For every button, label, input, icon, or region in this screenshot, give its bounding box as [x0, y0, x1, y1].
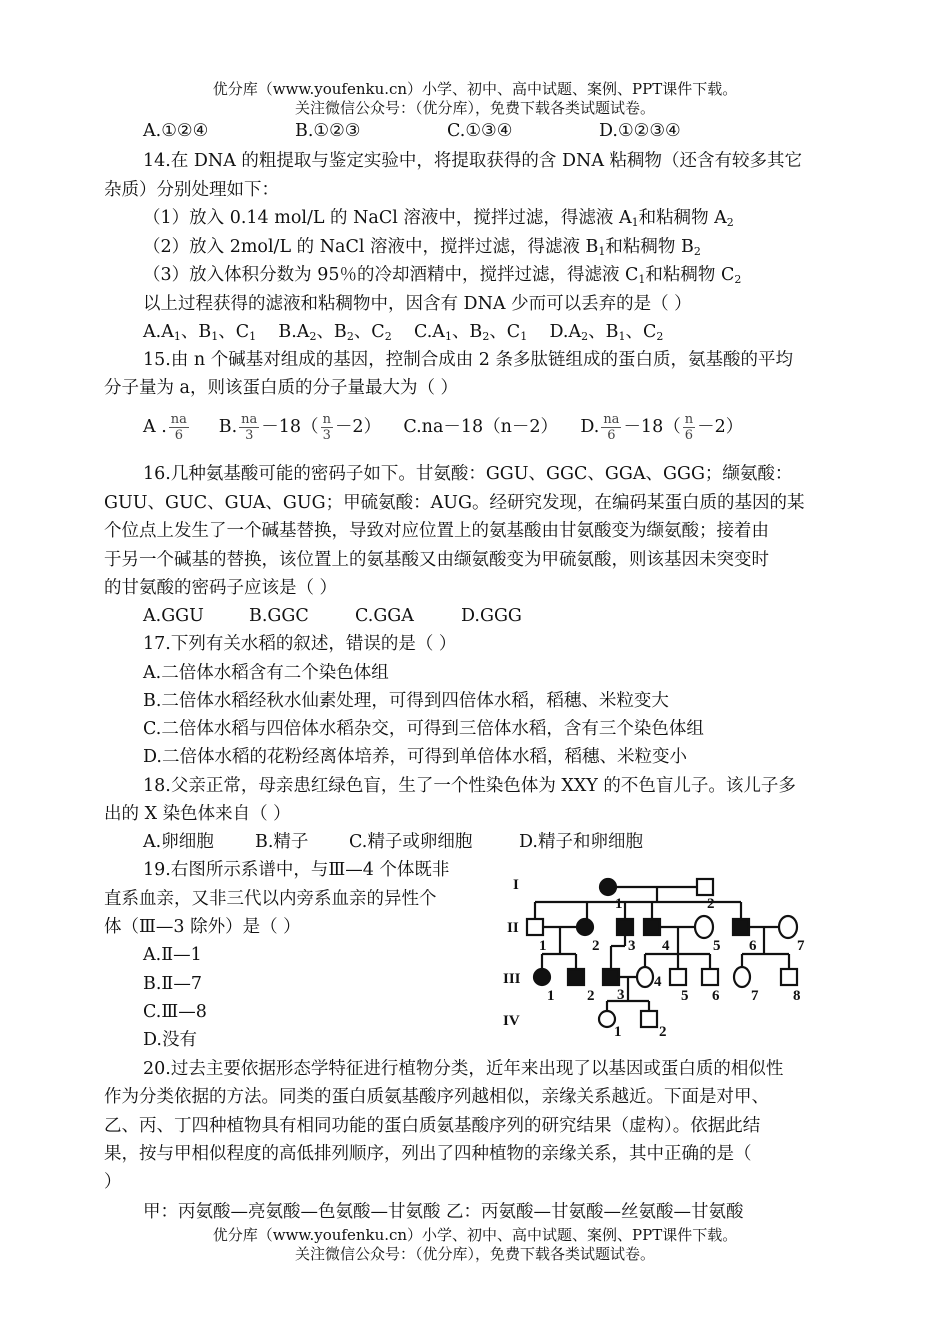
q14-option-b: $B.A_2$、$B_2$、$C_2$ — [278, 322, 392, 343]
q16-option-a: A.GGU — [143, 606, 204, 626]
pedigree-id-II-5: 5 — [713, 938, 721, 954]
q20-line1: 20.过去主要依据形态学特征进行植物分类，近年来出现了以基因或蛋白质的相似性 — [143, 1059, 784, 1079]
q13-option-d: D.①②③④ — [599, 121, 681, 141]
pedigree-id-II-7: 7 — [797, 938, 805, 954]
q14-question: 以上过程获得的滤液和粘稠物中，因含有 DNA 少而可以丢弃的是（ ） — [143, 294, 692, 314]
pedigree-gen-label-3: III — [503, 971, 521, 987]
q17-option-b: B.二倍体水稻经秋水仙素处理，可得到四倍体水稻，稻穗、米粒变大 — [143, 691, 669, 711]
q15-option-d: D. $\frac{na}{6}$ －18（ $\frac{n}{6}$ －2） — [580, 412, 744, 443]
q14-stem-line1: 14.在 DNA 的粗提取与鉴定实验中，将提取获得的含 DNA 粘稠物（还含有较多其它 — [143, 151, 803, 171]
pedigree-id-III-2: 2 — [587, 988, 595, 1004]
q17-option-a: A.二倍体水稻含有二个染色体组 — [143, 663, 389, 683]
pedigree-id-III-4: 4 — [654, 974, 662, 990]
pedigree-id-III-5: 5 — [681, 988, 689, 1004]
page-header-line2: 关注微信公众号：（优分库），免费下载各类试题试卷。 — [294, 99, 655, 117]
q16-option-c: C.GGA — [355, 606, 414, 626]
q18-option-c: C.精子或卵细胞 — [349, 832, 473, 852]
q17-stem: 17.下列有关水稻的叙述，错误的是（ ） — [143, 634, 457, 654]
pedigree-id-III-6: 6 — [712, 988, 720, 1004]
pedigree-id-II-3: 3 — [628, 938, 636, 954]
pedigree-id-III-8: 8 — [793, 988, 801, 1004]
pedigree-diagram — [497, 866, 817, 1036]
page-header-line1: 优分库（www.youfenku.cn）小学、初中、高中试题、案例、PPT课件下载。 — [212, 80, 738, 98]
q13-option-a: A.①②④ — [143, 121, 209, 141]
q14-option-a: $A.A_1$、$B_1$、$C_1$ — [143, 322, 257, 343]
page-footer-line1: 优分库（www.youfenku.cn）小学、初中、高中试题、案例、PPT课件下载。 — [212, 1226, 738, 1244]
q18-stem-line1: 18.父亲正常，母亲患红绿色盲，生了一个性染色体为 XXY 的不色盲儿子。该儿子多 — [143, 776, 796, 796]
pedigree-id-I-2: 2 — [707, 896, 715, 912]
q18-options — [143, 831, 643, 853]
q16-line5: 的甘氨酸的密码子应该是（ ） — [104, 578, 338, 598]
pedigree-id-III-7: 7 — [751, 988, 759, 1004]
q19-option-d: D.没有 — [143, 1030, 197, 1050]
pedigree-id-III-3: 3 — [617, 987, 625, 1003]
q14-step3: （3）放入体积分数为 95％的冷却酒精中，搅拌过滤，得滤液 $C_1$和粘稠物 $C_2$ — [143, 265, 742, 286]
q19-stem-line2: 直系血亲，又非三代以内旁系血亲的异性个 — [104, 889, 437, 909]
q15-options — [143, 412, 743, 443]
q18-stem-line2: 出的 X 染色体来自（ ） — [104, 804, 291, 824]
q14-option-d: $D.A_2$、$B_1$、$C_2$ — [549, 322, 664, 343]
q19-option-a: A.Ⅱ—1 — [143, 945, 202, 965]
q16-option-d: D.GGG — [461, 606, 522, 626]
pedigree-id-I-1: 1 — [615, 896, 623, 912]
q20-line4: 果，按与甲相似程度的高低排列顺序，列出了四种植物的亲缘关系，其中正确的是（ — [104, 1144, 752, 1164]
q17-option-c: C.二倍体水稻与四倍体水稻杂交，可得到三倍体水稻，含有三个染色体组 — [143, 719, 704, 739]
q20-sequence-line: 甲：丙氨酸—亮氨酸—色氨酸—甘氨酸 乙：丙氨酸—甘氨酸—丝氨酸—甘氨酸 — [143, 1202, 744, 1222]
q15-stem-line1: 15.由 n 个碱基对组成的基因，控制合成由 2 条多肽链组成的蛋白质，氨基酸的平均 — [143, 350, 793, 370]
q16-line4: 于另一个碱基的替换，该位置上的氨基酸又由缬氨酸变为甲硫氨酸，则该基因未突变时 — [104, 550, 769, 570]
q15-option-a: A . $\frac{na}{6}$ — [143, 412, 187, 443]
q19-option-b: B.Ⅱ—7 — [143, 974, 202, 994]
q19-stem-line1: 19.右图所示系谱中，与Ⅲ—4 个体既非 — [143, 860, 450, 880]
q14-step1: （1）放入 0.14 mol/L 的 NaCl 溶液中，搅拌过滤，得滤液 $A_1$和粘稠物 $A_2$ — [143, 208, 734, 229]
q20-line5: ） — [104, 1172, 122, 1192]
q16-line1: 16.几种氨基酸可能的密码子如下。甘氨酸：GGU、GGC、GGA、GGG；缬氨酸： — [143, 464, 793, 484]
q13-option-b: B.①②③ — [295, 121, 361, 141]
q16-options — [143, 605, 522, 627]
pedigree-id-III-1: 1 — [547, 988, 555, 1004]
q14-stem-line2: 杂质）分别处理如下： — [104, 180, 279, 200]
q15-option-c: C.na－18（n－2） — [403, 417, 559, 437]
q13-options — [143, 120, 681, 142]
pedigree-id-II-6: 6 — [749, 938, 757, 954]
q15-option-b: B. $\frac{na}{3}$ －18（ $\frac{n}{3}$ －2） — [218, 412, 382, 443]
q17-option-d: D.二倍体水稻的花粉经离体培养，可得到单倍体水稻，稻穗、米粒变小 — [143, 747, 687, 767]
q18-option-b: B.精子 — [255, 832, 309, 852]
pedigree-id-II-4: 4 — [662, 938, 670, 954]
q13-option-c: C.①③④ — [447, 121, 513, 141]
q20-line3: 乙、丙、丁四种植物具有相同功能的蛋白质氨基酸序列的研究结果（虚构）。依据此结 — [104, 1116, 761, 1136]
page-footer-line2: 关注微信公众号：（优分库），免费下载各类试题试卷。 — [294, 1245, 655, 1263]
q18-option-a: A.卵细胞 — [143, 832, 214, 852]
q14-step2: （2）放入 2mol/L 的 NaCl 溶液中，搅拌过滤，得滤液 $B_1$和粘稠物 $B_2$ — [143, 237, 701, 258]
q15-stem-line2: 分子量为 a，则该蛋白质的分子量最大为（ ） — [104, 378, 459, 398]
pedigree-gen-label-2: II — [507, 920, 519, 936]
q19-stem-line3: 体（Ⅲ—3 除外）是（ ） — [104, 917, 301, 937]
q18-option-d: D.精子和卵细胞 — [519, 832, 643, 852]
pedigree-id-II-1: 1 — [539, 938, 547, 954]
pedigree-gen-label-4: IV — [503, 1013, 520, 1029]
q20-line2: 作为分类依据的方法。同类的蛋白质氨基酸序列越相似，亲缘关系越近。下面是对甲、 — [104, 1087, 769, 1107]
q16-option-b: B.GGC — [249, 606, 309, 626]
q19-option-c: C.Ⅲ—8 — [143, 1002, 207, 1022]
pedigree-id-IV-1: 1 — [614, 1024, 622, 1036]
pedigree-id-IV-2: 2 — [659, 1024, 667, 1036]
pedigree-id-II-2: 2 — [592, 938, 600, 954]
q14-option-c: $C.A_1$、$B_2$、$C_1$ — [413, 322, 528, 343]
q16-line2: GUU、GUC、GUA、GUG；甲硫氨酸：AUG。经研究发现，在编码某蛋白质的基因的某 — [104, 493, 805, 513]
pedigree-gen-label-1: I — [513, 877, 519, 893]
q16-line3: 个位点上发生了一个碱基替换，导致对应位置上的氨基酸由甘氨酸变为缬氨酸；接着由 — [104, 521, 769, 541]
q14-options — [143, 321, 663, 343]
